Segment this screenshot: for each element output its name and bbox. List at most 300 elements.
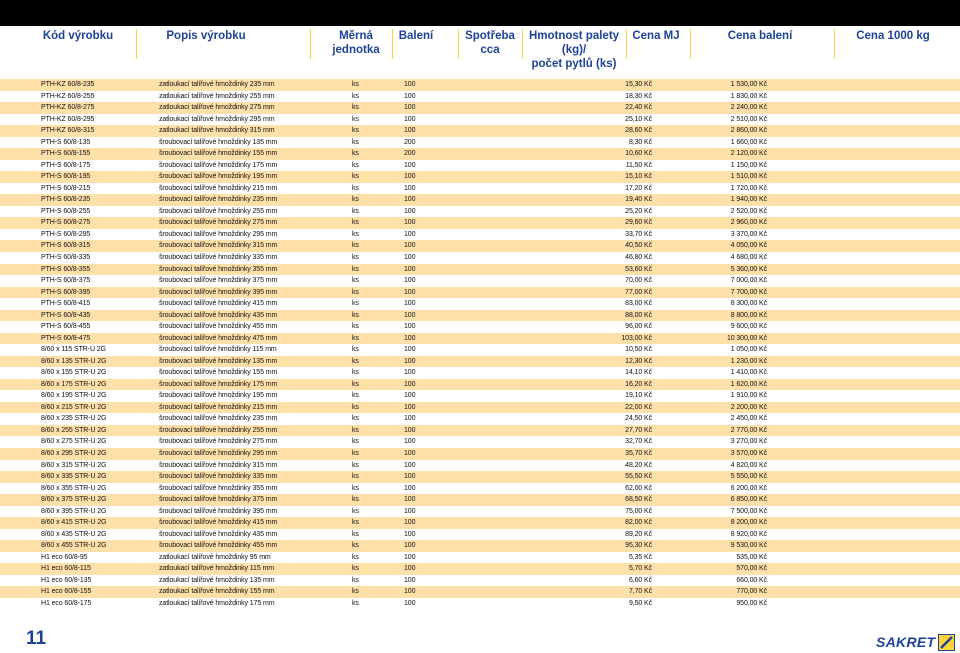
- product-description: šroubovací talířové hmoždinky 135 mm: [159, 357, 278, 365]
- product-code: 8/60 x 395 STR-U 2G: [41, 507, 107, 515]
- unit: ks: [352, 473, 359, 481]
- page-number: 11: [26, 628, 47, 649]
- price-per-unit: 32,70 Kč: [625, 438, 652, 446]
- unit: ks: [352, 403, 359, 411]
- product-code: 8/60 x 435 STR-U 2G: [41, 530, 107, 538]
- price-per-unit: 10,50 Kč: [625, 346, 652, 354]
- unit: ks: [352, 553, 359, 561]
- table-row: [0, 563, 960, 575]
- product-description: šroubovací talířové hmoždinky 375 mm: [159, 277, 278, 285]
- product-code: PTH-KZ 60/8-275: [41, 104, 95, 112]
- price-per-unit: 10,60 Kč: [625, 150, 652, 158]
- unit: ks: [352, 588, 359, 596]
- sakret-logo-icon: [938, 634, 955, 651]
- table-row: [0, 240, 960, 252]
- table-row: [0, 425, 960, 437]
- package-size: 100: [404, 553, 416, 561]
- package-size: 100: [404, 519, 416, 527]
- product-description: šroubovací talířové hmoždinky 255 mm: [159, 207, 278, 215]
- product-code: PTH-S 60/8-135: [41, 138, 91, 146]
- table-row: [0, 125, 960, 137]
- unit: ks: [352, 334, 359, 342]
- header-code: Kód výrobku: [42, 30, 114, 42]
- product-code: PTH-S 60/8-475: [41, 334, 91, 342]
- table-row: [0, 287, 960, 299]
- product-code: PTH-S 60/8-235: [41, 196, 91, 204]
- product-code: PTH-S 60/8-415: [41, 300, 91, 308]
- table-row: [0, 344, 960, 356]
- table-row: [0, 494, 960, 506]
- price-per-package: 4 820,00 Kč: [730, 461, 767, 469]
- product-code: PTH-KZ 60/8-315: [41, 127, 95, 135]
- price-per-package: 8 300,00 Kč: [730, 300, 767, 308]
- unit: ks: [352, 184, 359, 192]
- price-per-unit: 55,50 Kč: [625, 473, 652, 481]
- product-code: PTH-S 60/8-155: [41, 150, 91, 158]
- price-per-unit: 25,20 Kč: [625, 207, 652, 215]
- package-size: 100: [404, 588, 416, 596]
- product-description: zatloukací talířové hmoždinky 235 mm: [159, 81, 275, 88]
- package-size: 100: [404, 277, 416, 285]
- product-code: 8/60 x 295 STR-U 2G: [41, 450, 107, 457]
- price-per-package: 570,00 Kč: [736, 565, 767, 573]
- price-per-package: 10 300,00 Kč: [726, 334, 767, 342]
- table-row: [0, 160, 960, 172]
- price-per-unit: 12,30 Kč: [625, 357, 652, 365]
- package-size: 100: [404, 426, 416, 434]
- price-per-package: 1 230,00 Kč: [730, 357, 767, 365]
- price-per-package: 660,00 Kč: [736, 576, 767, 584]
- price-per-unit: 35,70 Kč: [625, 450, 652, 457]
- product-description: zatloukací talířové hmoždinky 315 mm: [159, 127, 275, 135]
- unit: ks: [352, 92, 359, 100]
- unit: ks: [352, 230, 359, 238]
- package-size: 200: [404, 150, 416, 158]
- price-per-unit: 28,60 Kč: [625, 127, 652, 135]
- product-description: šroubovací talířové hmoždinky 195 mm: [159, 392, 278, 400]
- table-row: [0, 298, 960, 310]
- header-weight: Hmotnost palety (kg)/ počet pytlů (ks): [528, 30, 620, 70]
- price-per-package: 1 150,00 Kč: [730, 161, 767, 169]
- price-per-package: 2 240,00 Kč: [730, 104, 767, 112]
- table-row: [0, 321, 960, 333]
- price-per-unit: 17,20 Kč: [625, 184, 652, 192]
- package-size: 100: [404, 565, 416, 573]
- price-per-package: 1 050,00 Kč: [730, 346, 767, 354]
- package-size: 100: [404, 369, 416, 377]
- price-per-package: 3 570,00 Kč: [730, 450, 767, 457]
- price-per-unit: 18,30 Kč: [625, 92, 652, 100]
- price-per-package: 2 520,00 Kč: [730, 207, 767, 215]
- table-row: [0, 102, 960, 114]
- product-code: 8/60 x 195 STR-U 2G: [41, 392, 107, 400]
- price-per-unit: 95,30 Kč: [625, 542, 652, 550]
- product-description: šroubovací talířové hmoždinky 295 mm: [159, 230, 278, 238]
- price-per-unit: 77,00 Kč: [625, 288, 652, 296]
- header-separator: [834, 29, 835, 59]
- product-code: 8/60 x 155 STR-U 2G: [41, 369, 107, 377]
- product-code: H1 eco 60/8-175: [41, 599, 92, 607]
- package-size: 100: [404, 450, 416, 457]
- price-per-unit: 22,40 Kč: [625, 104, 652, 112]
- unit: ks: [352, 599, 359, 607]
- unit: ks: [352, 138, 359, 146]
- package-size: 100: [404, 484, 416, 492]
- unit: ks: [352, 242, 359, 250]
- product-code: PTH-KZ 60/8-255: [41, 92, 95, 100]
- unit: ks: [352, 115, 359, 123]
- sakret-logo: [876, 633, 955, 651]
- table-row: [0, 436, 960, 448]
- product-description: šroubovací talířové hmoždinky 375 mm: [159, 496, 278, 504]
- price-per-unit: 5,70 Kč: [628, 565, 652, 573]
- price-per-unit: 103,00 Kč: [621, 334, 652, 342]
- product-code: PTH-S 60/8-455: [41, 323, 91, 331]
- table-row: [0, 356, 960, 368]
- package-size: 100: [404, 461, 416, 469]
- product-code: PTH-S 60/8-255: [41, 207, 91, 215]
- unit: ks: [352, 207, 359, 215]
- table-row: [0, 483, 960, 495]
- price-per-package: 4 050,00 Kč: [730, 242, 767, 250]
- table-row: [0, 460, 960, 472]
- price-per-unit: 82,00 Kč: [625, 519, 652, 527]
- price-per-unit: 27,70 Kč: [625, 426, 652, 434]
- package-size: 100: [404, 104, 416, 112]
- price-per-package: 8 200,00 Kč: [730, 519, 767, 527]
- table-row: [0, 540, 960, 552]
- price-per-package: 1 910,00 Kč: [730, 392, 767, 400]
- price-per-package: 770,00 Kč: [736, 588, 767, 596]
- price-per-package: 1 830,00 Kč: [730, 92, 767, 100]
- product-description: šroubovací talířové hmoždinky 475 mm: [159, 334, 278, 342]
- price-per-package: 2 450,00 Kč: [730, 415, 767, 423]
- product-description: šroubovací talířové hmoždinky 435 mm: [159, 530, 278, 538]
- product-code: H1 eco 60/8-115: [41, 565, 91, 573]
- table-row: [0, 229, 960, 241]
- unit: ks: [352, 565, 359, 573]
- header-consumption: Spotřeba cca: [465, 30, 515, 56]
- product-description: zatloukací talířové hmoždinky 275 mm: [159, 104, 275, 112]
- table-row: [0, 506, 960, 518]
- price-per-package: 7 000,00 Kč: [730, 277, 767, 285]
- price-per-package: 1 410,00 Kč: [730, 369, 767, 377]
- product-code: 8/60 x 215 STR-U 2G: [41, 403, 107, 411]
- price-per-package: 3 370,00 Kč: [730, 230, 767, 238]
- package-size: 100: [404, 300, 416, 308]
- product-code: 8/60 x 115 STR-U 2G: [41, 346, 106, 354]
- table-row: [0, 333, 960, 345]
- table-row: [0, 575, 960, 587]
- package-size: 100: [404, 392, 416, 400]
- table-row: [0, 206, 960, 218]
- unit: ks: [352, 438, 359, 446]
- product-code: H1 eco 60/8-135: [41, 576, 92, 584]
- package-size: 100: [404, 346, 416, 354]
- product-code: 8/60 x 175 STR-U 2G: [41, 380, 107, 388]
- package-size: 100: [404, 576, 416, 584]
- package-size: 100: [404, 357, 416, 365]
- product-code: H1 eco 60/8-95: [41, 553, 88, 561]
- package-size: 100: [404, 127, 416, 135]
- price-per-unit: 11,50 Kč: [625, 161, 652, 169]
- table-row: [0, 529, 960, 541]
- unit: ks: [352, 311, 359, 319]
- table-row: [0, 91, 960, 103]
- header-separator: [458, 29, 459, 59]
- price-per-unit: 8,30 Kč: [628, 138, 652, 146]
- package-size: 100: [404, 473, 416, 481]
- unit: ks: [352, 507, 359, 515]
- table-header: [0, 26, 960, 68]
- header-separator: [310, 29, 311, 59]
- price-per-package: 535,00 Kč: [736, 553, 767, 561]
- price-per-unit: 53,60 Kč: [625, 265, 652, 273]
- price-per-package: 4 680,00 Kč: [730, 253, 767, 261]
- product-code: 8/60 x 235 STR-U 2G: [41, 415, 107, 423]
- product-code: 8/60 x 255 STR-U 2G: [41, 426, 107, 434]
- unit: ks: [352, 415, 359, 423]
- table-row: [0, 252, 960, 264]
- package-size: 100: [404, 496, 416, 504]
- product-description: šroubovací talířové hmoždinky 215 mm: [159, 403, 278, 411]
- price-per-unit: 33,70 Kč: [625, 230, 652, 238]
- product-description: šroubovací talířové hmoždinky 275 mm: [159, 219, 278, 227]
- package-size: 100: [404, 599, 416, 607]
- table-row: [0, 275, 960, 287]
- table-row: [0, 264, 960, 276]
- price-per-package: 8 920,00 Kč: [730, 530, 767, 538]
- package-size: 100: [404, 92, 416, 100]
- price-per-package: 2 200,00 Kč: [730, 403, 767, 411]
- product-description: šroubovací talířové hmoždinky 455 mm: [159, 542, 278, 550]
- table-row: [0, 137, 960, 149]
- unit: ks: [352, 196, 359, 204]
- unit: ks: [352, 519, 359, 527]
- price-per-unit: 70,00 Kč: [625, 277, 652, 285]
- unit: ks: [352, 392, 359, 400]
- product-code: 8/60 x 415 STR-U 2G: [41, 519, 107, 527]
- price-per-unit: 29,60 Kč: [625, 219, 652, 227]
- table-row: [0, 471, 960, 483]
- package-size: 100: [404, 380, 416, 388]
- product-description: šroubovací talířové hmoždinky 195 mm: [159, 173, 278, 181]
- table-row: [0, 171, 960, 183]
- price-per-package: 2 510,00 Kč: [730, 115, 767, 123]
- table-row: [0, 194, 960, 206]
- price-per-package: 1 660,00 Kč: [730, 138, 767, 146]
- unit: ks: [352, 265, 359, 273]
- header-pack: Balení: [398, 30, 434, 42]
- unit: ks: [352, 530, 359, 538]
- product-code: 8/60 x 355 STR-U 2G: [41, 484, 107, 492]
- price-per-unit: 19,10 Kč: [625, 392, 652, 400]
- price-per-package: 9 600,00 Kč: [730, 323, 767, 331]
- price-per-package: 1 620,00 Kč: [730, 380, 767, 388]
- package-size: 100: [404, 230, 416, 238]
- product-code: PTH-KZ 60/8-295: [41, 115, 95, 123]
- price-per-unit: 19,40 Kč: [625, 196, 652, 204]
- unit: ks: [352, 288, 359, 296]
- package-size: 100: [404, 196, 416, 204]
- price-per-unit: 14,10 Kč: [625, 369, 652, 377]
- product-description: šroubovací talířové hmoždinky 335 mm: [159, 473, 278, 481]
- unit: ks: [352, 173, 359, 181]
- price-per-package: 6 850,00 Kč: [730, 496, 767, 504]
- package-size: 100: [404, 323, 416, 331]
- product-code: PTH-S 60/8-175: [41, 161, 91, 169]
- package-size: 100: [404, 115, 416, 123]
- price-per-package: 7 700,00 Kč: [730, 288, 767, 296]
- package-size: 100: [404, 507, 416, 515]
- unit: ks: [352, 81, 359, 88]
- product-description: šroubovací talířové hmoždinky 315 mm: [159, 242, 278, 250]
- product-code: 8/60 x 455 STR-U 2G: [41, 542, 107, 550]
- price-per-package: 6 200,00 Kč: [730, 484, 767, 492]
- table-row: [0, 598, 960, 610]
- product-description: šroubovací talířové hmoždinky 355 mm: [159, 484, 278, 492]
- product-code: PTH-S 60/8-215: [41, 184, 91, 192]
- unit: ks: [352, 219, 359, 227]
- product-description: šroubovací talířové hmoždinky 415 mm: [159, 519, 278, 527]
- price-per-package: 950,00 Kč: [736, 599, 767, 607]
- unit: ks: [352, 542, 359, 550]
- product-code: PTH-S 60/8-315: [41, 242, 91, 250]
- unit: ks: [352, 426, 359, 434]
- product-code: PTH-S 60/8-375: [41, 277, 91, 285]
- product-description: šroubovací talířové hmoždinky 115 mm: [159, 346, 277, 354]
- table-row: [0, 148, 960, 160]
- table-row: [0, 402, 960, 414]
- package-size: 100: [404, 81, 416, 88]
- unit: ks: [352, 369, 359, 377]
- product-description: šroubovací talířové hmoždinky 395 mm: [159, 507, 278, 515]
- table-row: [0, 310, 960, 322]
- unit: ks: [352, 161, 359, 169]
- price-per-unit: 6,60 Kč: [628, 576, 652, 584]
- header-unit: Měrná jednotka: [332, 30, 380, 56]
- product-description: šroubovací talířové hmoždinky 395 mm: [159, 288, 278, 296]
- price-per-unit: 40,50 Kč: [625, 242, 652, 250]
- table-row: [0, 586, 960, 598]
- header-desc: Popis výrobku: [166, 30, 246, 42]
- header-separator: [690, 29, 691, 59]
- product-code: PTH-S 60/8-395: [41, 288, 91, 296]
- product-description: šroubovací talířové hmoždinky 175 mm: [159, 380, 278, 388]
- product-description: šroubovací talířové hmoždinky 155 mm: [159, 369, 278, 377]
- unit: ks: [352, 127, 359, 135]
- header-separator: [136, 29, 137, 59]
- product-description: šroubovací talířové hmoždinky 335 mm: [159, 253, 278, 261]
- header-price-1000: Cena 1000 kg: [856, 30, 930, 42]
- product-code: PTH-S 60/8-435: [41, 311, 91, 319]
- package-size: 100: [404, 219, 416, 227]
- product-description: šroubovací talířové hmoždinky 255 mm: [159, 426, 278, 434]
- product-description: šroubovací talířové hmoždinky 175 mm: [159, 161, 278, 169]
- table-row: [0, 79, 960, 91]
- price-per-package: 3 270,00 Kč: [730, 438, 767, 446]
- package-size: 100: [404, 253, 416, 261]
- product-description: šroubovací talířové hmoždinky 215 mm: [159, 184, 278, 192]
- product-code: PTH-KZ 60/8-235: [41, 81, 95, 88]
- product-code: PTH-S 60/8-355: [41, 265, 91, 273]
- price-per-unit: 68,50 Kč: [625, 496, 652, 504]
- price-per-unit: 24,50 Kč: [625, 415, 652, 423]
- product-description: zatloukací talířové hmoždinky 255 mm: [159, 92, 275, 100]
- header-price-pack: Cena balení: [727, 30, 793, 42]
- package-size: 100: [404, 311, 416, 319]
- unit: ks: [352, 253, 359, 261]
- package-size: 100: [404, 403, 416, 411]
- price-per-unit: 15,10 Kč: [625, 173, 652, 181]
- package-size: 200: [404, 138, 416, 146]
- unit: ks: [352, 461, 359, 469]
- price-per-unit: 75,00 Kč: [625, 507, 652, 515]
- product-description: šroubovací talířové hmoždinky 135 mm: [159, 138, 278, 146]
- product-description: zatloukací talířové hmoždinky 155 mm: [159, 588, 275, 596]
- price-per-package: 1 510,00 Kč: [730, 173, 767, 181]
- price-per-unit: 46,80 Kč: [625, 253, 652, 261]
- table-row: [0, 379, 960, 391]
- price-per-unit: 88,00 Kč: [625, 311, 652, 319]
- product-code: 8/60 x 375 STR-U 2G: [41, 496, 107, 504]
- price-per-package: 2 770,00 Kč: [730, 426, 767, 434]
- price-per-unit: 22,00 Kč: [625, 403, 652, 411]
- brand-name: SAKRET: [876, 634, 936, 650]
- product-code: PTH-S 60/8-335: [41, 253, 91, 261]
- table-row: [0, 114, 960, 126]
- product-description: šroubovací talířové hmoždinky 295 mm: [159, 450, 278, 457]
- header-price-mj: Cena MJ: [632, 30, 680, 42]
- product-description: šroubovací talířové hmoždinky 155 mm: [159, 150, 278, 158]
- product-code: 8/60 x 315 STR-U 2G: [41, 461, 107, 469]
- product-code: 8/60 x 275 STR-U 2G: [41, 438, 107, 446]
- table-row: [0, 217, 960, 229]
- unit: ks: [352, 496, 359, 504]
- price-per-package: 2 860,00 Kč: [730, 127, 767, 135]
- table-row: [0, 448, 960, 460]
- price-per-unit: 83,00 Kč: [625, 300, 652, 308]
- unit: ks: [352, 277, 359, 285]
- unit: ks: [352, 300, 359, 308]
- price-per-unit: 7,70 Kč: [628, 588, 652, 596]
- price-per-unit: 15,30 Kč: [625, 81, 652, 88]
- unit: ks: [352, 484, 359, 492]
- price-per-unit: 16,20 Kč: [625, 380, 652, 388]
- unit: ks: [352, 346, 359, 354]
- package-size: 100: [404, 265, 416, 273]
- unit: ks: [352, 357, 359, 365]
- unit: ks: [352, 150, 359, 158]
- price-per-unit: 25,10 Kč: [625, 115, 652, 123]
- product-description: šroubovací talířové hmoždinky 235 mm: [159, 196, 278, 204]
- header-separator: [392, 29, 393, 59]
- package-size: 100: [404, 184, 416, 192]
- price-per-package: 2 960,00 Kč: [730, 219, 767, 227]
- package-size: 100: [404, 542, 416, 550]
- product-code: 8/60 x 135 STR-U 2G: [41, 357, 107, 365]
- package-size: 100: [404, 173, 416, 181]
- product-description: šroubovací talířové hmoždinky 415 mm: [159, 300, 278, 308]
- product-description: šroubovací talířové hmoždinky 275 mm: [159, 438, 278, 446]
- header-separator: [522, 29, 523, 59]
- price-per-unit: 5,35 Kč: [628, 553, 652, 561]
- product-description: šroubovací talířové hmoždinky 435 mm: [159, 311, 278, 319]
- product-description: zatloukací talířové hmoždinky 95 mm: [159, 553, 271, 561]
- table-row: [0, 390, 960, 402]
- product-description: šroubovací talířové hmoždinky 235 mm: [159, 415, 278, 423]
- price-per-package: 1 530,00 Kč: [730, 81, 767, 88]
